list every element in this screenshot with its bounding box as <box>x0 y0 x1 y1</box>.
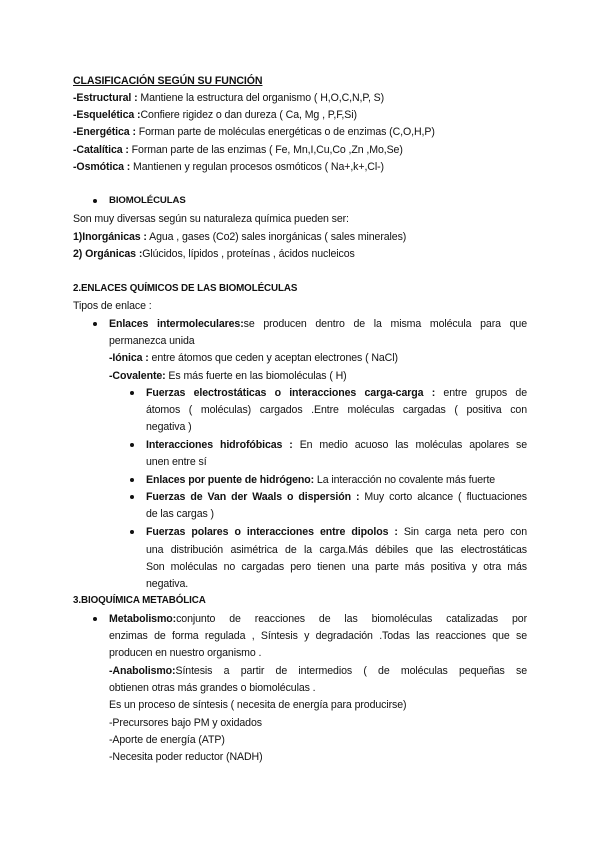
hydrophobic-interactions <box>146 438 527 452</box>
item-term: Fuerzas de Van der Waals o dispersión : <box>146 491 360 503</box>
anabolism-definition <box>109 664 527 678</box>
electrostatic-continuation: negativa ) <box>146 421 192 433</box>
item-text: Es más fuerte en las biomoléculas ( H) <box>165 370 347 382</box>
item-text: Forman parte de moléculas energéticas o de enzimas (C,O,H,P) <box>135 126 435 138</box>
item-text: Forman parte de las enzimas ( Fe, Mn,I,Cu,Co ,Zn ,Mo,Se) <box>128 144 403 156</box>
item-text: Sin carga neta pero con <box>397 526 527 538</box>
item-term: Metabolismo: <box>109 613 177 625</box>
bullet-icon <box>130 495 134 499</box>
classification-heading: CLASIFICACIÓN SEGÚN SU FUNCIÓN <box>73 75 263 87</box>
item-term: Enlaces por puente de hidrógeno: <box>146 474 315 486</box>
bullet-icon <box>93 617 97 621</box>
anabolism-detail: Es un proceso de síntesis ( necesita de energía para producirse) <box>109 699 407 711</box>
item-term: -Catalítica : <box>73 144 129 156</box>
classification-item <box>73 108 357 122</box>
anabolism-detail: -Necesita poder reductor (NADH) <box>109 751 263 763</box>
item-term: -Osmótica : <box>73 161 131 173</box>
bullet-icon <box>93 199 97 203</box>
metabolism-definition <box>109 612 527 626</box>
item-term: 2) Orgánicas : <box>73 248 143 260</box>
metabolism-continuation: enzimas de forma regulada , Síntesis y degradación .Todas las reacciones que se <box>109 630 527 642</box>
bullet-icon <box>93 322 97 326</box>
classification-item <box>73 143 403 157</box>
item-text: En medio acuoso las moléculas apolares se <box>292 439 528 451</box>
anabolism-detail: -Precursores bajo PM y oxidados <box>109 717 262 729</box>
polar-forces <box>146 525 527 539</box>
van-der-waals-continuation: de las cargas ) <box>146 508 214 520</box>
anabolism-detail: -Aporte de energía (ATP) <box>109 734 225 746</box>
item-term: -Energética : <box>73 126 136 138</box>
item-text: entre grupos de <box>435 387 527 399</box>
ionic-bond <box>109 351 398 365</box>
biomolecules-heading: BIOMOLÉCULAS <box>109 195 186 206</box>
classification-item <box>73 125 435 139</box>
item-text: Confiere rigidez o dan dureza ( Ca, Mg , P,F,Si) <box>140 109 357 121</box>
item-term: Fuerzas electrostáticas o interacciones carga-carga : <box>146 387 436 399</box>
intermolecular-paragraph <box>109 317 527 331</box>
item-term: Interacciones hidrofóbicas : <box>146 439 293 451</box>
bonds-intro: Tipos de enlace : <box>73 300 152 312</box>
biomolecule-type <box>73 230 406 244</box>
bullet-icon <box>130 478 134 482</box>
bonds-heading: 2.ENLACES QUÍMICOS DE LAS BIOMOLÉCULAS <box>73 283 298 294</box>
item-term: -Covalente: <box>109 370 166 382</box>
hydrogen-bonds <box>146 473 495 487</box>
item-text: se producen dentro de la misma molécula para que <box>243 318 527 330</box>
biomolecules-intro: Son muy diversas según su naturaleza química pueden ser: <box>73 213 349 225</box>
item-term: Enlaces intermoleculares: <box>109 318 244 330</box>
item-text: Mantienen y regulan procesos osmóticos ( Na+,k+,Cl-) <box>130 161 384 173</box>
item-term: 1)Inorgánicas : <box>73 231 147 243</box>
item-text: Agua , gases (Co2) sales inorgánicas ( sales minerales) <box>146 231 407 243</box>
item-term: -Anabolismo: <box>109 665 176 677</box>
item-text: conjunto de reacciones de las biomoléculas catalizadas por <box>176 613 527 625</box>
polar-continuation: negativa. <box>146 578 189 590</box>
bullet-icon <box>130 443 134 447</box>
electrostatic-forces <box>146 386 527 400</box>
electrostatic-continuation: átomos ( moléculas) cargados .Entre moléculas cargadas ( positiva con <box>146 404 527 416</box>
item-text: La interacción no covalente más fuerte <box>314 474 496 486</box>
van-der-waals-forces <box>146 490 527 504</box>
anabolism-continuation: obtienen otras más grandes o biomoléculas . <box>109 682 316 694</box>
item-text: Glúcidos, lípidos , proteínas , ácidos nucleicos <box>142 248 355 260</box>
bullet-icon <box>130 391 134 395</box>
item-term: -Iónica : <box>109 352 149 364</box>
metabolic-heading: 3.BIOQUÍMICA METABÓLICA <box>73 595 206 606</box>
biomolecule-type <box>73 247 355 261</box>
classification-item <box>73 91 384 105</box>
classification-item <box>73 160 384 174</box>
item-text: Mantiene la estructura del organismo ( H,O,C,N,P, S) <box>137 92 385 104</box>
intermolecular-continuation: permanezca unida <box>109 335 195 347</box>
polar-continuation: una distribución asimétrica de la carga.Más débiles que las electrostáticas <box>146 544 527 556</box>
item-text: Síntesis a partir de intermedios ( de moléculas pequeñas se <box>175 665 527 677</box>
polar-continuation: Son moléculas no cargadas pero tienen una parte más positiva y otra más <box>146 561 527 573</box>
item-term: -Esquelética : <box>73 109 141 121</box>
bullet-icon <box>130 530 134 534</box>
item-text: entre átomos que ceden y aceptan electrones ( NaCl) <box>148 352 398 364</box>
hydrophobic-continuation: unen entre sí <box>146 456 207 468</box>
covalent-bond <box>109 369 347 383</box>
metabolism-continuation: producen en nuestro organismo . <box>109 647 262 659</box>
item-term: Fuerzas polares o interacciones entre dipolos : <box>146 526 398 538</box>
item-text: Muy corto alcance ( fluctuaciones <box>359 491 527 503</box>
item-term: -Estructural : <box>73 92 138 104</box>
